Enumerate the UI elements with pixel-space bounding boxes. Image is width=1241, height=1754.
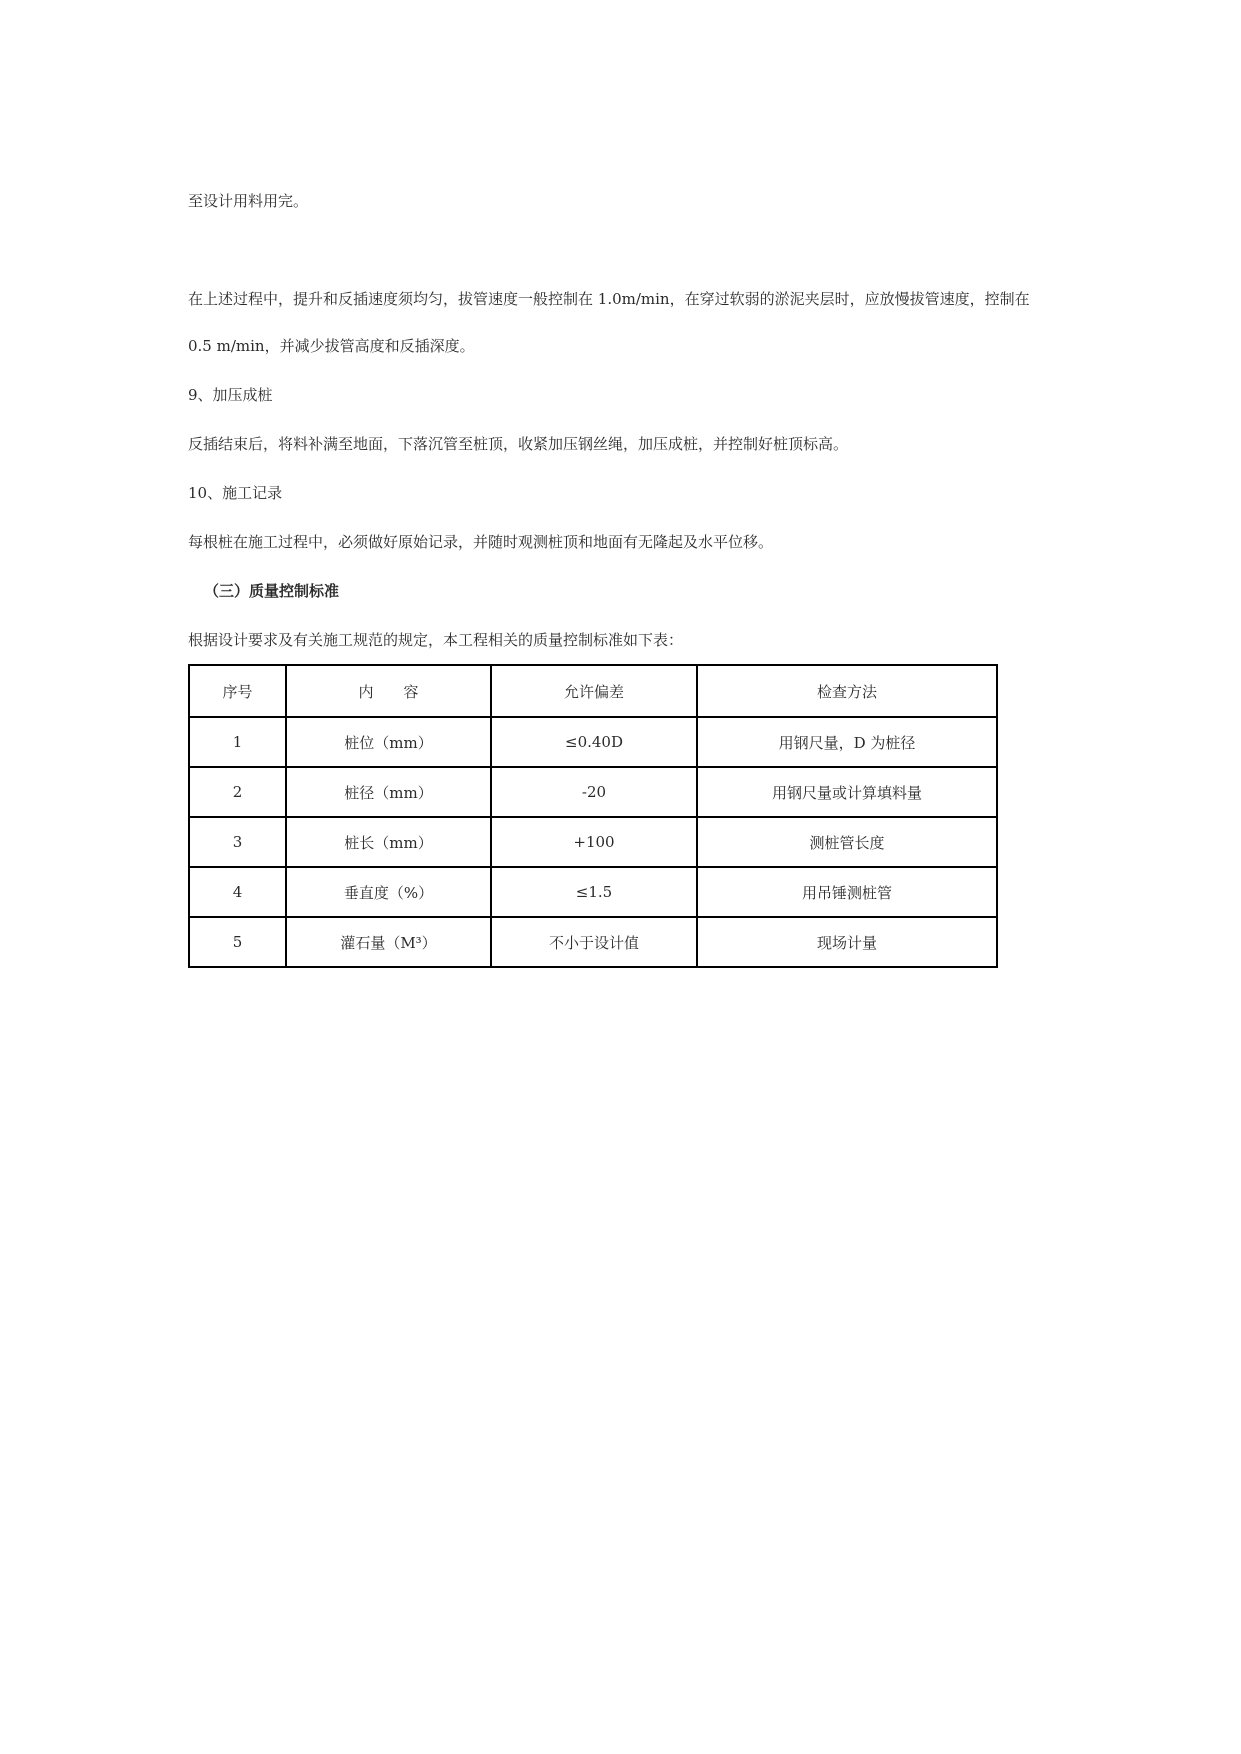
table-cell: 桩径（mm） [286, 767, 491, 817]
table-cell: 测桩管长度 [697, 817, 997, 867]
table-cell: 用吊锤测桩管 [697, 867, 997, 917]
table-row [189, 717, 997, 767]
table-cell: ≤1.5 [491, 867, 697, 917]
section-heading-quality: （三）质量控制标准 [204, 582, 340, 600]
header-cell: 序号 [189, 665, 286, 717]
table-cell: 现场计量 [697, 917, 997, 967]
table-intro-text: 根据设计要求及有关施工规范的规定，本工程相关的质量控制标准如下表： [188, 631, 684, 649]
table-row [189, 867, 997, 917]
paragraph-text: 反插结束后，将料补满至地面，下落沉管至桩顶，收紧加压钢丝绳，加压成桩，并控制好桩顶标高。 [188, 435, 849, 453]
table-row [189, 817, 997, 867]
table-cell: 桩位（mm） [286, 717, 491, 767]
table-cell: -20 [491, 767, 697, 817]
table-row [189, 767, 997, 817]
paragraph-text: 每根桩在施工过程中，必须做好原始记录，并随时观测桩顶和地面有无隆起及水平位移。 [188, 533, 774, 551]
paragraph-text: 至设计用料用完。 [188, 192, 309, 210]
header-cell: 检查方法 [697, 665, 997, 717]
table-cell: 灌石量（M³） [286, 917, 491, 967]
table-cell: 3 [189, 817, 286, 867]
table-cell: 4 [189, 867, 286, 917]
table-cell: 不小于设计值 [491, 917, 697, 967]
table-cell: 5 [189, 917, 286, 967]
paragraph-text: 在上述过程中，提升和反插速度须均匀，拔管速度一般控制在 1.0m/min，在穿过软弱的淤泥夹层时，应放慢拔管速度，控制在 [188, 290, 1030, 308]
table-row [189, 917, 997, 967]
table-cell: 2 [189, 767, 286, 817]
table-cell: +100 [491, 817, 697, 867]
table-cell: 用钢尺量或计算填料量 [697, 767, 997, 817]
table-cell: 垂直度（%） [286, 867, 491, 917]
section-heading-10: 10、施工记录 [188, 484, 283, 502]
table-cell: 1 [189, 717, 286, 767]
paragraph-text: 0.5 m/min，并减少拔管高度和反插深度。 [188, 337, 475, 355]
table-cell: 用钢尺量，D 为桩径 [697, 717, 997, 767]
table-header-row [189, 665, 997, 717]
header-cell: 内 容 [286, 665, 491, 717]
table-cell: ≤0.40D [491, 717, 697, 767]
section-heading-9: 9、加压成桩 [188, 386, 273, 404]
quality-standard-table [188, 664, 998, 968]
header-cell: 允许偏差 [491, 665, 697, 717]
table-cell: 桩长（mm） [286, 817, 491, 867]
